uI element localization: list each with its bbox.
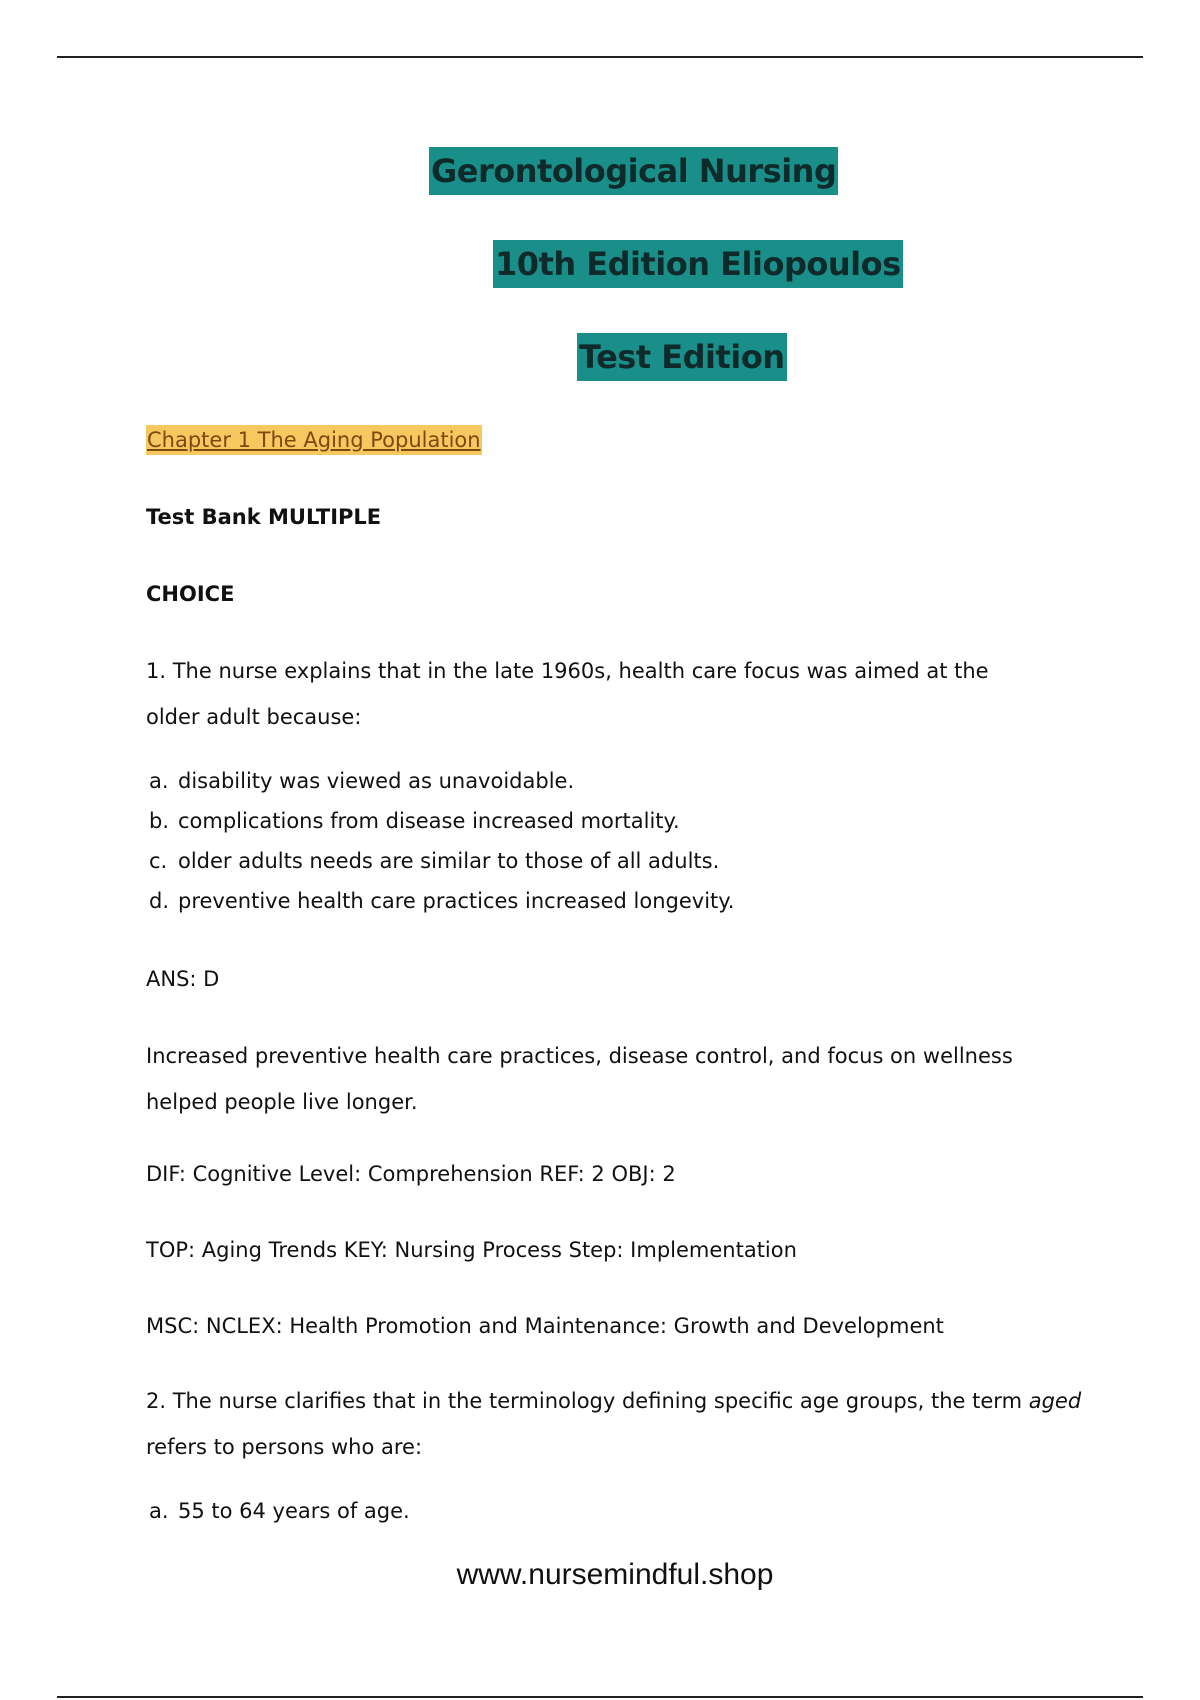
chapter-heading: Chapter 1 The Aging Population (146, 425, 482, 455)
question-1-option-a (149, 766, 574, 796)
bottom-rule (57, 1696, 1143, 1698)
question-2-term: aged (1028, 1389, 1082, 1413)
question-2-option-a (149, 1496, 410, 1526)
footer-url: www.nursemindful.shop (456, 1558, 774, 1591)
question-1-option-b (149, 806, 680, 836)
question-1-dif: DIF: Cognitive Level: Comprehension REF: 2 OBJ: 2 (146, 1162, 676, 1186)
question-1-option-c (149, 846, 719, 876)
option-text: preventive health care practices increased longevity. (178, 889, 735, 913)
question-1-option-d (149, 886, 734, 916)
title-line-1: Gerontological Nursing (429, 147, 838, 195)
option-letter: b. (149, 809, 170, 833)
option-letter: c. (149, 849, 168, 873)
option-text: older adults needs are similar to those of all adults. (178, 849, 720, 873)
question-1-rationale-line-1: Increased preventive health care practices, disease control, and focus on wellness (146, 1044, 1013, 1068)
option-letter: a. (149, 1499, 169, 1523)
top-rule (57, 56, 1143, 58)
question-1-stem-line-2: older adult because: (146, 705, 362, 729)
section-heading-test-bank: Test Bank MULTIPLE (146, 505, 382, 529)
question-2-stem-prefix: 2. The nurse clarifies that in the terminology defining specific age groups, the term (146, 1389, 1029, 1413)
question-1-stem-line-1: 1. The nurse explains that in the late 1960s, health care focus was aimed at the (146, 659, 989, 683)
option-letter: a. (149, 769, 169, 793)
question-1-rationale-line-2: helped people live longer. (146, 1090, 418, 1114)
title-line-3: Test Edition (577, 333, 787, 381)
question-1-top: TOP: Aging Trends KEY: Nursing Process Step: Implementation (146, 1238, 797, 1262)
question-2-stem-line-2: refers to persons who are: (146, 1435, 423, 1459)
question-2-stem-line-1 (146, 1386, 1081, 1416)
option-text: complications from disease increased mortality. (178, 809, 680, 833)
question-1-answer: ANS: D (146, 967, 220, 991)
option-text: 55 to 64 years of age. (178, 1499, 410, 1523)
question-1-msc: MSC: NCLEX: Health Promotion and Maintenance: Growth and Development (146, 1314, 944, 1338)
title-line-2: 10th Edition Eliopoulos (493, 240, 903, 288)
section-heading-choice: CHOICE (146, 582, 235, 606)
option-letter: d. (149, 889, 170, 913)
option-text: disability was viewed as unavoidable. (178, 769, 575, 793)
